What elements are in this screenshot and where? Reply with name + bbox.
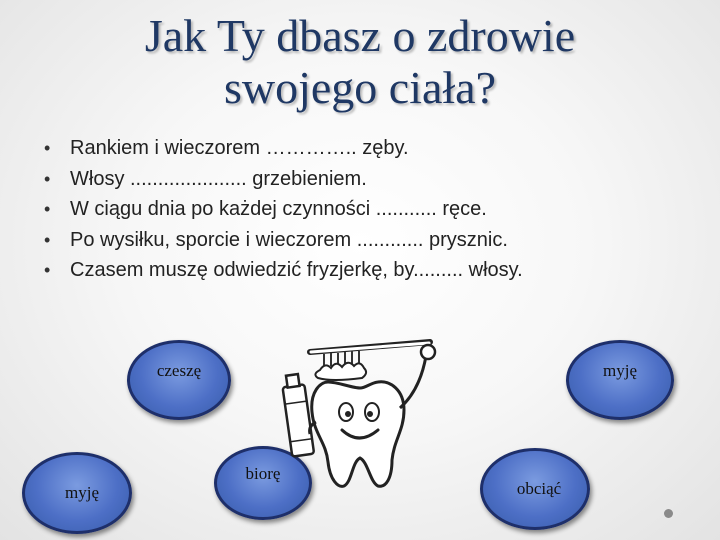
bullet-dot: • [44,199,51,219]
answer-oval-czesze[interactable] [127,340,231,420]
title-line-1: Jak Ty dbasz o zdrowie [144,10,576,61]
bullet-text: W ciągu dnia po każdej czynności ........... ręce. [70,198,487,220]
bullet-text: Rankiem i wieczorem ………….. zęby. [70,137,409,159]
bullet-text: Włosy ..................... grzebieniem. [70,167,367,190]
bullet-item [44,255,704,286]
answer-label: czeszę [156,361,202,380]
answer-oval-obciac[interactable] [480,448,590,530]
bullet-list [44,133,704,286]
bullet-item [44,225,704,256]
bullet-dot: • [44,260,51,280]
title-line-2: swojego ciała? [223,62,497,113]
bullet-dot: • [44,229,51,250]
bullet-item [44,133,704,164]
bullet-dot: • [44,168,51,189]
answer-oval-myje-right[interactable] [566,340,674,420]
answer-label: myję [65,483,99,502]
bullet-text: Czasem muszę odwiedzić fryzjerkę, by......... włosy. [70,259,523,281]
bullet-item [44,194,704,225]
slide-corner-dot [664,509,673,518]
answer-label: obciąć [516,479,562,498]
bullet-item [44,164,704,195]
answer-label: myję [603,361,637,380]
bullet-text: Po wysiłku, sporcie i wieczorem ............ prysznic. [70,228,508,251]
answer-label: biorę [245,464,281,483]
slide-title [60,10,660,114]
bullet-dot: • [44,138,51,158]
answer-oval-myje-left[interactable] [22,452,132,534]
tooth-mascot-icon [280,330,450,500]
